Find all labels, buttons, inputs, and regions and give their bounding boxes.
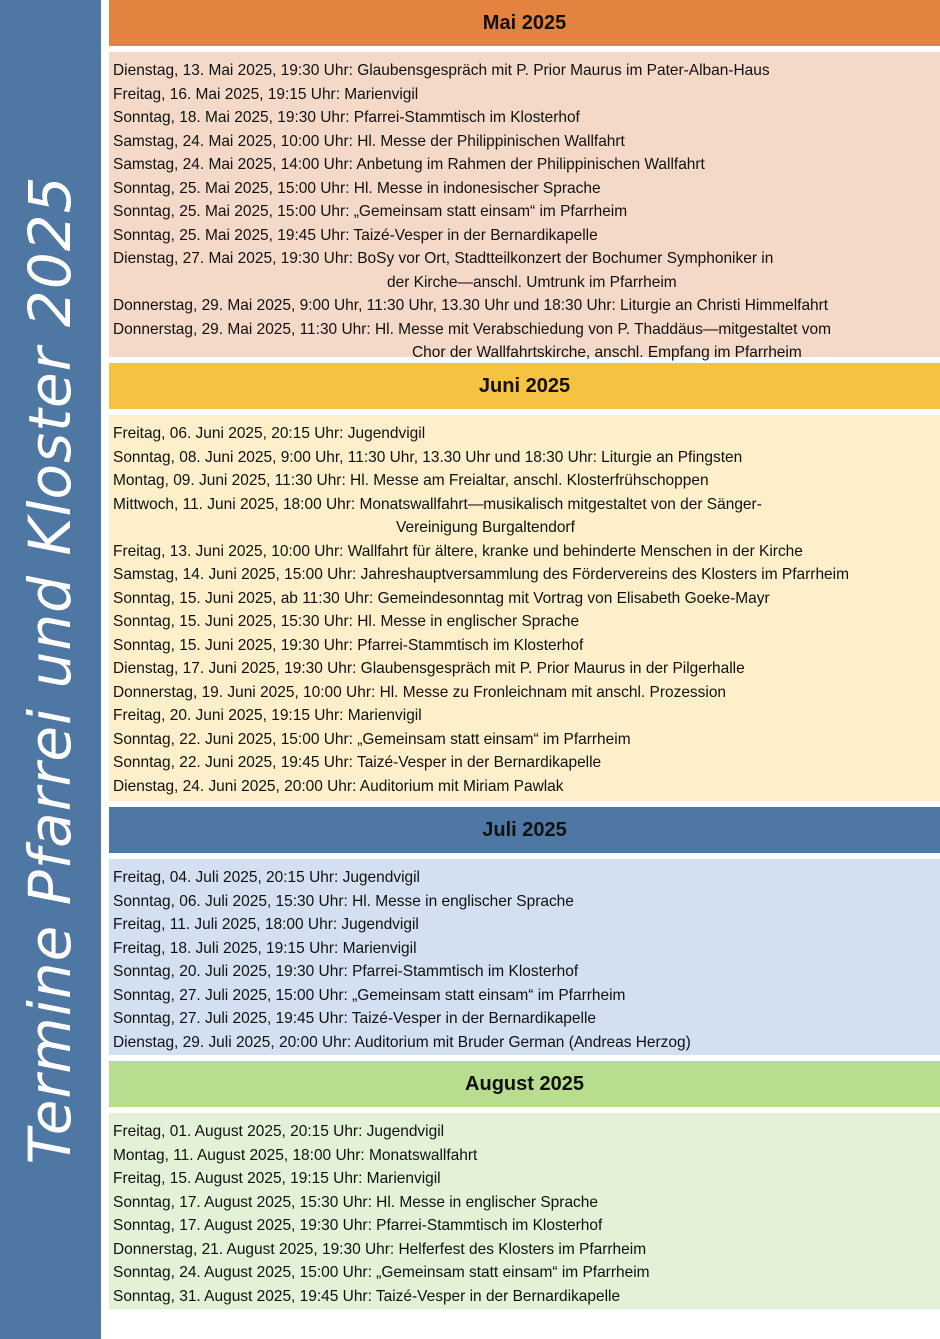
event-text: Freitag, 13. Juni 2025, 10:00 Uhr: Wallfahrt für ältere, kranke und behinderte Menschen in der Kirche (113, 542, 803, 560)
event-text: Dienstag, 29. Juli 2025, 20:00 Uhr: Auditorium mit Bruder German (Andreas Herzog) (113, 1033, 691, 1051)
event-text: Montag, 09. Juni 2025, 11:30 Uhr: Hl. Messe am Freialtar, anschl. Klosterfrühschoppen (113, 472, 709, 489)
event-text: Sonntag, 31. August 2025, 19:45 Uhr: Taizé-Vesper in der Bernardikapelle (113, 1287, 621, 1305)
event-text: Mittwoch, 11. Juni 2025, 18:00 Uhr: Monatswallfahrt—musikalisch mitgestaltet von der Sänger- (113, 495, 762, 513)
event-item (113, 704, 940, 728)
event-item (113, 728, 940, 752)
event-text-continuation: Vereinigung Burgaltendorf (396, 519, 575, 536)
month-header: August 2025 (109, 1061, 940, 1107)
month-header: Juli 2025 (109, 807, 940, 853)
event-item (113, 1031, 940, 1055)
event-item (113, 1144, 940, 1168)
event-text: Sonntag, 25. Mai 2025, 15:00 Uhr: „Gemeinsam statt einsam“ im Pfarrheim (113, 203, 628, 220)
event-text: Sonntag, 17. August 2025, 15:30 Uhr: Hl. Messe in englischer Sprache (113, 1193, 598, 1211)
event-item (113, 247, 940, 294)
event-item (113, 1191, 940, 1215)
event-text: Sonntag, 17. August 2025, 19:30 Uhr: Pfarrei-Stammtisch im Klosterhof (113, 1217, 603, 1234)
event-text: Freitag, 06. Juni 2025, 20:15 Uhr: Jugendvigil (113, 425, 426, 442)
event-text-continuation: Chor der Wallfahrtskirche, anschl. Empfang im Pfarrheim (412, 344, 802, 361)
event-text: Dienstag, 17. Juni 2025, 19:30 Uhr: Glaubensgespräch mit P. Prior Maurus in der Pilgerhalle (113, 660, 745, 677)
event-item (113, 1007, 940, 1031)
event-text: Sonntag, 06. Juli 2025, 15:30 Uhr: Hl. Messe in englischer Sprache (113, 892, 574, 910)
month-section-august (109, 1061, 940, 1309)
event-item (113, 866, 940, 890)
event-item (113, 318, 940, 365)
event-text: Freitag, 01. August 2025, 20:15 Uhr: Jugendvigil (113, 1123, 445, 1140)
event-text: Montag, 11. August 2025, 18:00 Uhr: Monatswallfahrt (113, 1146, 478, 1164)
event-item (113, 681, 940, 705)
event-item (113, 913, 940, 937)
event-text: Dienstag, 27. Mai 2025, 19:30 Uhr: BoSy vor Ort, Stadtteilkonzert der Bochumer Symphoniker in (113, 250, 774, 267)
event-item (113, 493, 940, 540)
event-item (113, 446, 940, 470)
event-item (113, 634, 940, 658)
month-section-juni (109, 363, 940, 801)
event-text: Donnerstag, 19. Juni 2025, 10:00 Uhr: Hl. Messe zu Fronleichnam mit anschl. Prozession (113, 683, 727, 701)
event-text: Sonntag, 08. Juni 2025, 9:00 Uhr, 11:30 Uhr, 13.30 Uhr und 18:30 Uhr: Liturgie an Pfingsten (113, 448, 743, 466)
page-title: Termine Pfarrei und Kloster 2025 (16, 175, 84, 1165)
event-item (113, 1120, 940, 1144)
calendar-content (109, 0, 940, 1315)
event-item (113, 200, 940, 224)
event-text: Dienstag, 13. Mai 2025, 19:30 Uhr: Glaubensgespräch mit P. Prior Maurus im Pater-Alban-Haus (113, 62, 770, 79)
month-header: Juni 2025 (109, 363, 940, 409)
event-text: Donnerstag, 29. Mai 2025, 11:30 Uhr: Hl. Messe mit Verabschiedung von P. Thaddäus—mitgestaltet vom (113, 320, 831, 338)
event-list (109, 859, 940, 1055)
event-item (113, 294, 940, 318)
event-item (113, 1261, 940, 1285)
event-text: Freitag, 04. Juli 2025, 20:15 Uhr: Jugendvigil (113, 869, 420, 886)
event-item (113, 422, 940, 446)
event-text: Freitag, 15. August 2025, 19:15 Uhr: Marienvigil (113, 1170, 441, 1187)
event-text-continuation: der Kirche—anschl. Umtrunk im Pfarrheim (387, 273, 677, 291)
event-text: Sonntag, 25. Mai 2025, 19:45 Uhr: Taizé-Vesper in der Bernardikapelle (113, 226, 598, 244)
event-list (109, 1113, 940, 1309)
event-item (113, 469, 940, 493)
month-section-juli (109, 807, 940, 1055)
event-item (113, 751, 940, 775)
event-text: Sonntag, 22. Juni 2025, 19:45 Uhr: Taizé-Vesper in der Bernardikapelle (113, 754, 602, 771)
event-item (113, 937, 940, 961)
event-item (113, 130, 940, 154)
sidebar (0, 0, 101, 1339)
event-text: Sonntag, 25. Mai 2025, 15:00 Uhr: Hl. Messe in indonesischer Sprache (113, 179, 601, 197)
event-item (113, 83, 940, 107)
event-text: Samstag, 24. Mai 2025, 14:00 Uhr: Anbetung im Rahmen der Philippinischen Wallfahrt (113, 156, 705, 173)
event-text: Freitag, 11. Juli 2025, 18:00 Uhr: Jugendvigil (113, 916, 419, 933)
event-text: Donnerstag, 21. August 2025, 19:30 Uhr: Helferfest des Klosters im Pfarrheim (113, 1240, 647, 1258)
event-text: Sonntag, 18. Mai 2025, 19:30 Uhr: Pfarrei-Stammtisch im Klosterhof (113, 109, 580, 126)
event-item (113, 540, 940, 564)
event-item (113, 1214, 940, 1238)
event-list (109, 52, 940, 361)
event-item (113, 890, 940, 914)
event-text: Sonntag, 27. Juli 2025, 15:00 Uhr: „Gemeinsam statt einsam“ im Pfarrheim (113, 986, 626, 1004)
event-text: Samstag, 14. Juni 2025, 15:00 Uhr: Jahreshauptversammlung des Fördervereins des Klosters im Pfarrheim (113, 566, 849, 583)
event-item (113, 1238, 940, 1262)
event-item (113, 1167, 940, 1191)
event-text: Samstag, 24. Mai 2025, 10:00 Uhr: Hl. Messe der Philippinischen Wallfahrt (113, 132, 625, 150)
event-text: Sonntag, 15. Juni 2025, 19:30 Uhr: Pfarrei-Stammtisch im Klosterhof (113, 636, 584, 654)
event-text: Sonntag, 27. Juli 2025, 19:45 Uhr: Taizé-Vesper in der Bernardikapelle (113, 1010, 596, 1027)
event-text: Freitag, 18. Juli 2025, 19:15 Uhr: Marienvigil (113, 939, 417, 957)
event-item (113, 224, 940, 248)
event-text: Sonntag, 24. August 2025, 15:00 Uhr: „Gemeinsam statt einsam“ im Pfarrheim (113, 1264, 650, 1281)
event-item (113, 657, 940, 681)
month-section-mai (109, 0, 940, 361)
event-item (113, 984, 940, 1008)
event-text: Sonntag, 20. Juli 2025, 19:30 Uhr: Pfarrei-Stammtisch im Klosterhof (113, 963, 579, 980)
event-list (109, 415, 940, 801)
event-item (113, 587, 940, 611)
event-item (113, 960, 940, 984)
event-text: Sonntag, 15. Juni 2025, 15:30 Uhr: Hl. Messe in englischer Sprache (113, 613, 580, 630)
event-text: Freitag, 16. Mai 2025, 19:15 Uhr: Marienvigil (113, 85, 419, 103)
event-item (113, 610, 940, 634)
event-item (113, 153, 940, 177)
event-text: Freitag, 20. Juni 2025, 19:15 Uhr: Marienvigil (113, 707, 422, 724)
event-text: Sonntag, 15. Juni 2025, ab 11:30 Uhr: Gemeindesonntag mit Vortrag von Elisabeth Goeke-Mayr (113, 589, 770, 607)
event-item (113, 177, 940, 201)
event-text: Donnerstag, 29. Mai 2025, 9:00 Uhr, 11:30 Uhr, 13.30 Uhr und 18:30 Uhr: Liturgie an Christi Himmelfahrt (113, 297, 829, 314)
month-header: Mai 2025 (109, 0, 940, 46)
event-item (113, 775, 940, 799)
event-text: Sonntag, 22. Juni 2025, 15:00 Uhr: „Gemeinsam statt einsam“ im Pfarrheim (113, 730, 631, 748)
event-item (113, 106, 940, 130)
event-item (113, 59, 940, 83)
event-item (113, 563, 940, 587)
event-text: Dienstag, 24. Juni 2025, 20:00 Uhr: Auditorium mit Miriam Pawlak (113, 777, 564, 795)
event-item (113, 1285, 940, 1309)
